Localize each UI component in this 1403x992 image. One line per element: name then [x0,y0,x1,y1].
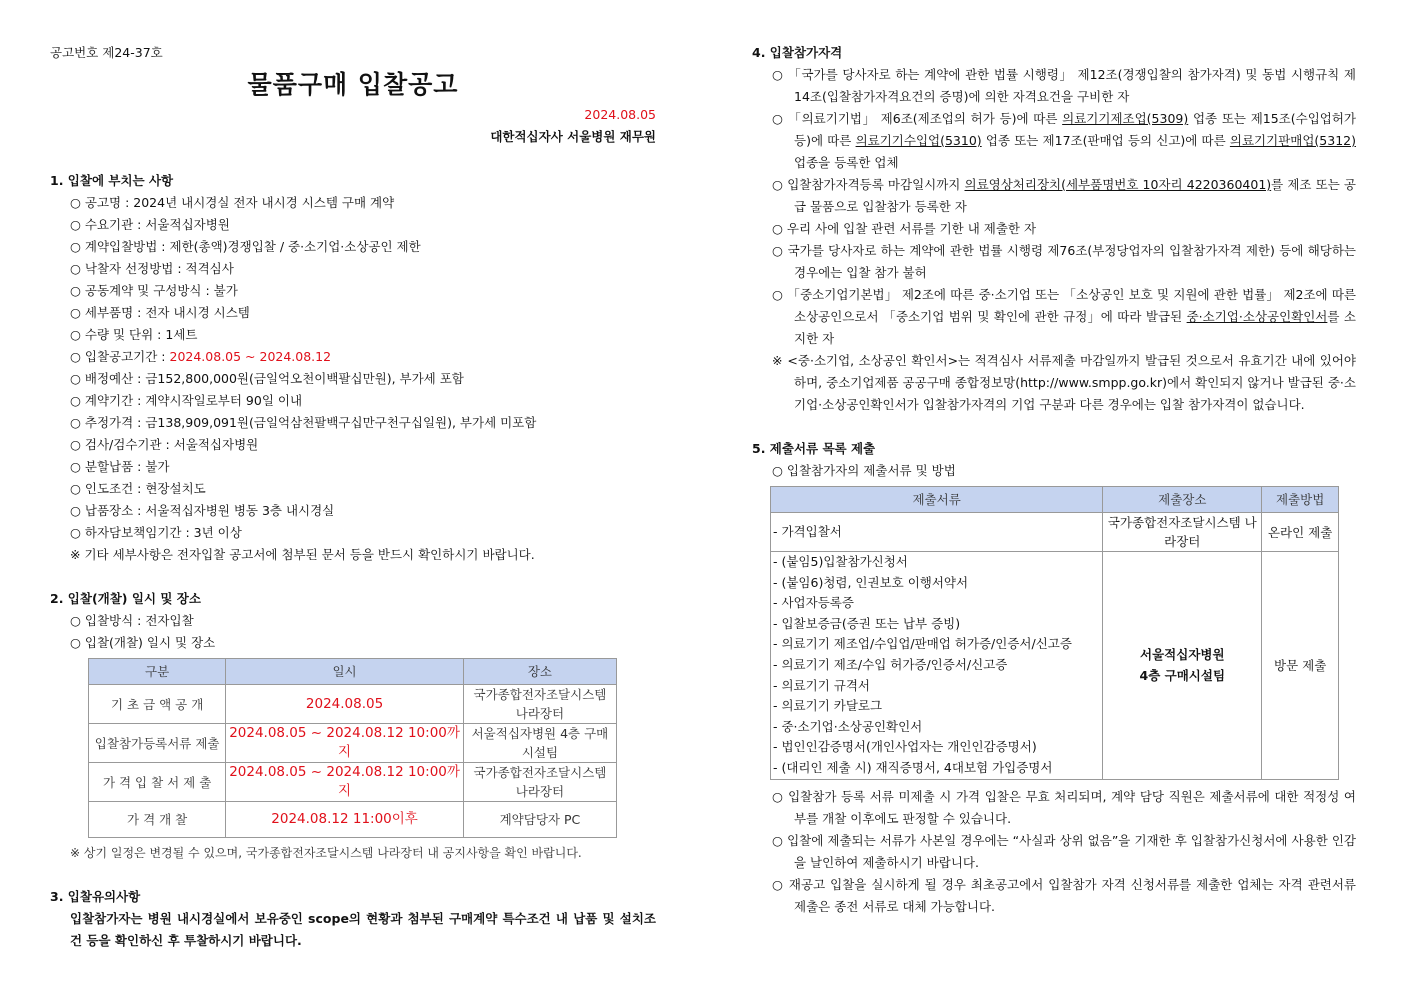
doc-item: - 입찰보증금(증권 또는 납부 증빙) [773,615,961,631]
cell: 방문 제출 [1262,552,1339,780]
s1-item: ○ 수량 및 단위 : 1세트 [70,327,198,342]
place-line: 서울적십자병원 [1140,647,1225,663]
s1-note: ※ 기타 세부사항은 전자입찰 공고서에 첨부된 문서 등을 반드시 확인하시기 바랍니다. [70,547,535,562]
text: ○ 「중소기업기본법」 제2조에 따른 중·소기업 또는 「소상공인 보호 및 지원에 관한 법률」 제2조에 따른 소상공인으로서 「중소기업 범위 및 확인에 관한 규정」에 따라 발급된 [772,287,1356,324]
cell: 2024.08.05 ~ 2024.08.12 10:00까지 [226,763,464,802]
s1-item: ○ 공동계약 및 구성방식 : 불가 [70,283,238,298]
right-column [752,42,1356,918]
table-row [771,552,1339,780]
underlined-text: 중·소기업·소상공인확인서 [1186,309,1328,324]
col-header: 제출장소 [1103,487,1262,513]
notice-number: 공고번호 제24-37호 [50,45,163,60]
s5-item: ○ 입찰참가 등록 서류 미제출 시 가격 입찰은 무효 처리되며, 계약 담당 직원은 제출서류에 대한 적정성 여부를 개찰 이후에도 판정할 수 있습니다. [772,788,1356,826]
left-column [50,42,656,952]
text: 업종 또는 제17조(판매업 등의 신고)에 따른 [981,133,1230,148]
section-1-heading: 1. 입찰에 부치는 사항 [50,173,174,188]
s1-item: ○ 인도조건 : 현장설치도 [70,481,206,496]
underlined-text: 의료기기제조업(5309) [1062,111,1189,126]
s1-item: ○ 수요기관 : 서울적십자병원 [70,217,230,232]
s2-item: ○ 입찰방식 : 전자입찰 [70,613,194,628]
cell: 입찰참가등록서류 제출 [89,724,226,763]
s1-item: ○ 분할납품 : 불가 [70,459,170,474]
issuer: 대한적십자사 서울병원 재무원 [490,129,656,144]
cell: 가 격 입 찰 서 제 출 [89,763,226,802]
underlined-text: 의료기기수입업(5310) [855,133,982,148]
text: 를 제조 또는 공급 물품으로 입찰참가 등록한 자 [794,177,1356,214]
documents-table [770,486,1339,780]
s4-item [752,108,1356,174]
s2-item: ○ 입찰(개찰) 일시 및 장소 [70,635,216,650]
place-cell [1103,552,1262,780]
s3-text: 입찰참가자는 병원 내시경실에서 보유중인 scope의 현황과 첨부된 구매계약 특수조건 내 납품 및 설치조건 등을 확인하신 후 투찰하시기 바랍니다. [70,911,656,948]
s1-item: ○ 세부품명 : 전자 내시경 시스템 [70,305,250,320]
section-5-heading: 5. 제출서류 목록 제출 [752,441,876,456]
col-header: 일시 [226,659,464,685]
s5-item: ○ 재공고 입찰을 실시하게 될 경우 최초공고에서 입찰참가 자격 신청서류를 제출한 업체는 자격 관련서류 제출은 종전 서류로 대체 가능합니다. [772,876,1356,914]
s4-item: ○ 「국가를 당사자로 하는 계약에 관한 법률 시행령」 제12조(경쟁입찰의 참가자격) 및 동법 시행규칙 제14조(입찰참가자격요건의 증명)에 의한 자격요건을 구비한 자 [772,67,1356,104]
table-row [771,513,1339,552]
section-3-heading: 3. 입찰유의사항 [50,889,141,904]
text: ○ 「의료기기법」 제6조(제조업의 허가 등)에 따른 [772,111,1063,126]
doc-item: - 법인인감증명서(개인사업자는 개인인감증명서) [773,739,1037,755]
doc-item: - (붙임5)입찰참가신청서 [773,554,908,569]
table-row [89,763,617,802]
cell: 계약담당자 PC [463,802,616,838]
section-2-heading: 2. 입찰(개찰) 일시 및 장소 [50,591,201,606]
s1-item: ○ 배정예산 : 금152,800,000원(금일억오천이백팔십만원), 부가세 포함 [70,371,464,386]
text: 업종 또는 제15조(수입업허가 등)에 따른 [794,111,1357,148]
underlined-text: 의료영상처리장치(세부품명번호 10자리 4220360401) [964,177,1272,192]
doc-item: - 중·소기업·소상공인확인서 [773,718,923,734]
s1-item: ○ 하자담보책임기간 : 3년 이상 [70,525,242,540]
col-header: 구분 [89,659,226,685]
text: ○ 입찰참가자격등록 마감일시까지 [772,177,965,192]
page-title: 물품구매 입찰공고 [247,70,459,99]
s5-item: ○ 입찰참가자의 제출서류 및 방법 [772,463,956,478]
cell: 가 격 개 찰 [89,802,226,838]
doc-item: - 의료기기 규격서 [773,677,870,693]
docs-cell [771,552,1103,780]
schedule-note: ※ 상기 일정은 변경될 수 있으며, 국가종합전자조달시스템 나라장터 내 공지사항을 확인 바랍니다. [70,846,582,860]
s1-item: ○ 검사/검수기관 : 서울적십자병원 [70,437,259,452]
cell: 2024.08.12 11:00이후 [226,802,464,838]
s1-item: ○ 추정가격 : 금138,909,091원(금일억삼천팔백구십만구천구십일원), 부가세 미포함 [70,415,537,430]
doc-item: - (붙임6)청렴, 인권보호 이행서약서 [773,574,969,590]
s4-item: ○ 우리 사에 입찰 관련 서류를 기한 내 제출한 자 [772,221,1037,236]
text: 를 소지한 자 [794,309,1356,346]
notice-date: 2024.08.05 [584,107,656,122]
place-line: 4층 구매시설팀 [1139,668,1226,684]
underlined-text: 의료기기판매업(5312) [1229,133,1356,148]
section-4-heading: 4. 입찰참가자격 [752,45,843,60]
s1-item: ○ 납품장소 : 서울적십자병원 병동 3층 내시경실 [70,503,335,518]
cell: 국가종합전자조달시스템 나라장터 [463,685,616,724]
s1-item: ○ 낙찰자 선정방법 : 적격심사 [70,261,234,276]
col-header: 제출방법 [1262,487,1339,513]
table-row [89,802,617,838]
doc-item: - (대리인 제출 시) 재직증명서, 4대보험 가입증명서 [773,759,1053,775]
period-label: ○ 입찰공고기간 : [70,349,170,364]
doc-item: - 의료기기 카달로그 [773,698,883,714]
cell: 국가종합전자조달시스템 나라장터 [1103,513,1262,552]
schedule-table [88,658,617,838]
s1-item: ○ 공고명 : 2024년 내시경실 전자 내시경 시스템 구매 계약 [70,195,395,210]
col-header: 제출서류 [771,487,1103,513]
s4-note: ※ <중·소기업, 소상공인 확인서>는 적격심사 서류제출 마감일까지 발급된 것으로서 유효기간 내에 있어야 하며, 중소기업제품 공공구매 종합정보망(http://www.smpp.go.kr)에서 확인되지 않거나 발급된 중·소기업·소상공인확인서가 입찰참가자격의 기업 구분과 다른 경우에는 입찰 참가자격이 없습니다. [772,353,1356,412]
s5-item: ○ 입찰에 제출되는 서류가 사본일 경우에는 “사실과 상위 없음”을 기재한 후 입찰참가신청서에 사용한 인감을 날인하여 제출하시기 바랍니다. [772,832,1356,870]
table-row [89,724,617,763]
table-row [89,685,617,724]
doc-item: - 의료기기 제조업/수입업/판매업 허가증/인증서/신고증 [773,636,1072,652]
s1-item: ○ 계약기간 : 계약시작일로부터 90일 이내 [70,393,303,408]
doc-item: - 사업자등록증 [773,595,854,611]
cell: 국가종합전자조달시스템 나라장터 [463,763,616,802]
cell: 기 초 금 액 공 개 [89,685,226,724]
cell: 서울적십자병원 4층 구매시설팀 [463,724,616,763]
s1-item-period [50,346,656,368]
cell: 2024.08.05 ~ 2024.08.12 10:00까지 [226,724,464,763]
s4-item [752,174,1356,218]
cell: 온라인 제출 [1262,513,1339,552]
s4-item: ○ 국가를 당사자로 하는 계약에 관한 법률 시행령 제76조(부정당업자의 입찰참가자격 제한) 등에 해당하는 경우에는 입찰 참가 불허 [772,243,1356,280]
text: 업종을 등록한 업체 [794,155,899,170]
s1-item: ○ 계약입찰방법 : 제한(총액)경쟁입찰 / 중·소기업·소상공인 제한 [70,239,421,254]
col-header: 장소 [463,659,616,685]
cell: - 가격입찰서 [771,513,1103,552]
cell: 2024.08.05 [226,685,464,724]
s4-item [752,284,1356,350]
doc-item: - 의료기기 제조/수입 허가증/인증서/신고증 [773,656,1008,672]
period-value: 2024.08.05 ~ 2024.08.12 [169,349,332,364]
